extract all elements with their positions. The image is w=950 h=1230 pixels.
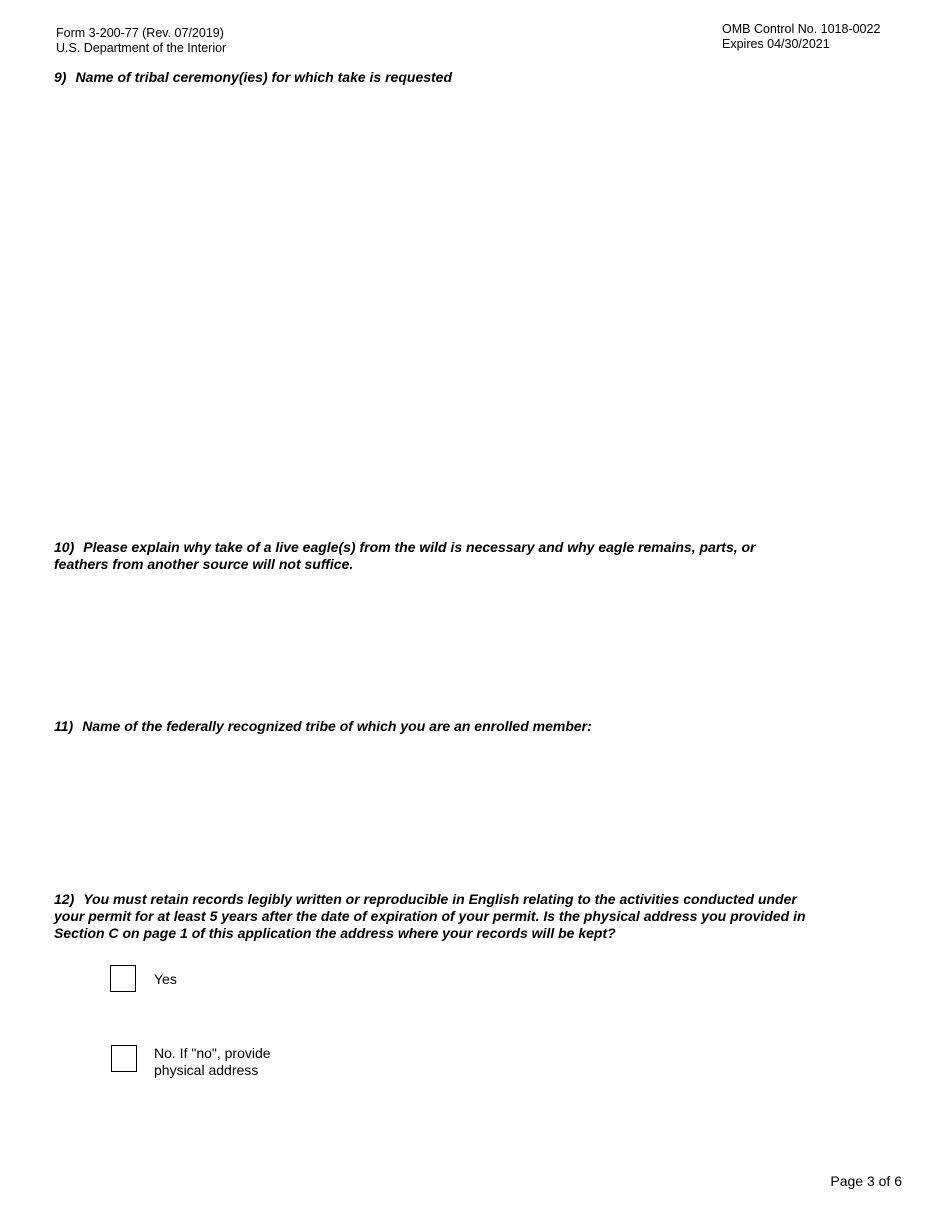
- yes-label: Yes: [154, 971, 177, 987]
- question-number: 12): [54, 891, 75, 907]
- page-number: Page 3 of 6: [830, 1173, 902, 1189]
- question-number: 11): [54, 718, 74, 734]
- department-name: U.S. Department of the Interior: [56, 41, 227, 55]
- no-label-line2: physical address: [154, 1062, 259, 1078]
- question-10: [54, 539, 756, 573]
- question-text-line2: feathers from another source will not suffice.: [54, 556, 354, 572]
- no-label-line1: No. If "no", provide: [154, 1045, 271, 1061]
- question-12: [54, 891, 806, 942]
- question-text-line1: You must retain records legibly written or reproducible in English relating to the activities conducted under: [83, 891, 797, 907]
- question-number: 10): [54, 539, 75, 555]
- expiration-date: Expires 04/30/2021: [722, 37, 830, 51]
- form-header-right: [722, 22, 880, 52]
- no-label: [154, 1045, 271, 1079]
- form-header-left: [56, 26, 226, 56]
- question-text: Name of tribal ceremony(ies) for which take is requested: [75, 69, 453, 85]
- question-text-line1: Please explain why take of a live eagle(s) from the wild is necessary and why eagle remains, parts, or: [83, 539, 756, 555]
- form-number: Form 3-200-77 (Rev. 07/2019): [56, 26, 224, 40]
- answer-area-explanation[interactable]: [54, 580, 854, 705]
- question-text-line2: your permit for at least 5 years after the date of expiration of your permit. Is the physical address you provided in: [54, 908, 806, 924]
- no-checkbox[interactable]: [111, 1045, 137, 1072]
- question-text: Name of the federally recognized tribe of which you are an enrolled member:: [82, 718, 592, 734]
- yes-checkbox[interactable]: [110, 965, 136, 992]
- question-text-line3: Section C on page 1 of this application the address where your records will be kept?: [54, 925, 616, 941]
- answer-area-tribe[interactable]: [54, 742, 854, 877]
- answer-area-ceremony[interactable]: [54, 92, 854, 522]
- question-11: [54, 718, 592, 735]
- omb-control-number: OMB Control No. 1018-0022: [722, 22, 881, 36]
- question-number: 9): [54, 69, 67, 85]
- question-9: [54, 69, 452, 86]
